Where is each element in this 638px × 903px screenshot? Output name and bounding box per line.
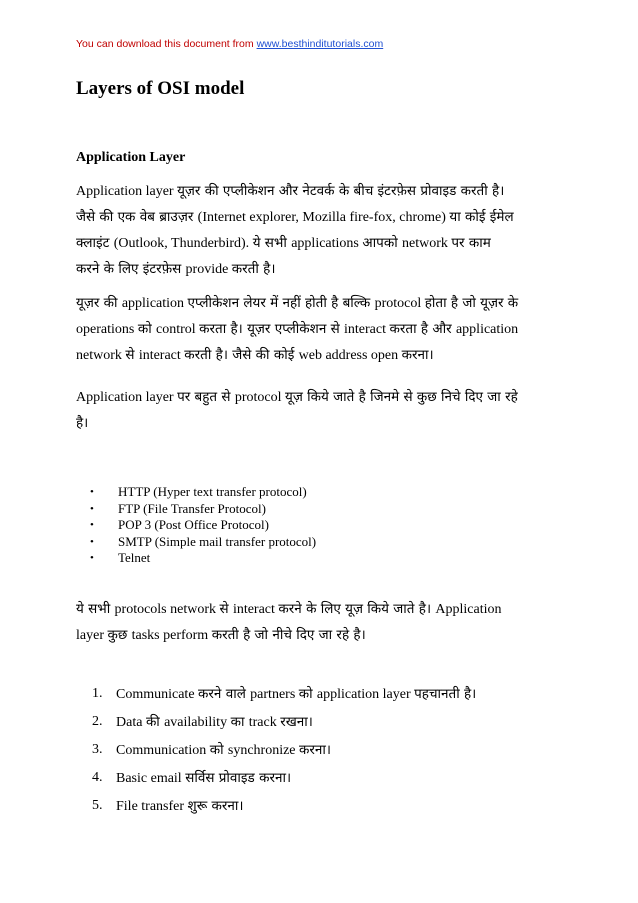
text-run: ये सभी [252,235,292,251]
text-line [76,204,576,230]
text-run: Basic email [116,771,186,786]
bullet-icon: • [90,552,94,565]
text-run: करना। [299,742,332,758]
text-run: करती है जो नीचे दिए जा रहे है। [211,627,366,643]
text-run: करता है और [389,321,456,337]
text-run: सर्विस प्रोवाइड करना। [185,770,292,786]
text-run: interact [232,602,279,617]
text-run: पहचानती है। [414,686,477,702]
text-run: पर बहुत से [177,389,235,405]
text-run: से [219,601,233,617]
text-run: File transfer [116,799,188,814]
text-run: है। [76,415,89,431]
bullet-icon: • [90,535,94,548]
text-run: यूज़र की [76,295,122,311]
text-line [76,342,576,368]
paragraph-protocol-role [76,290,576,368]
text-run: provide [185,262,232,277]
bullet-icon: • [90,502,94,515]
task-number: 5. [92,798,103,813]
text-line [76,290,576,316]
text-run: application [455,322,519,337]
text-line [76,178,576,204]
protocol-list [90,484,316,567]
text-run: एप्लीकेशन लेयर में नहीं होती है बल्कि [187,295,375,311]
text-line [76,316,576,342]
text-run: control [155,322,200,337]
text-line [76,622,576,648]
text-run: protocol [234,390,285,405]
text-run: शुरू करना। [187,798,244,814]
text-run: protocols network [114,602,220,617]
text-run: track [248,715,281,730]
text-run: availability [164,715,231,730]
task-list [92,680,476,820]
task-item [92,680,476,708]
protocol-item [90,484,316,501]
text-line [76,384,576,410]
text-run: network [76,348,126,363]
text-run: क्लाइंट [76,235,114,251]
protocol-item [90,550,316,567]
text-run: applications [291,236,363,251]
text-run: Communicate [116,687,199,702]
text-run: application [121,296,188,311]
text-run: को [209,742,228,758]
text-run: करने वाले [198,686,251,702]
text-run: partners [250,687,299,702]
text-line [76,596,576,622]
text-run: का [230,714,249,730]
task-item [92,764,476,792]
text-run: यूज़र की एप्लीकेशन और नेटवर्क के बीच इंटरफ़ेस प्रोवाइड करती है। [177,183,505,199]
text-run: Application [435,602,502,617]
text-run: interact [138,348,185,363]
paragraph-tasks-intro [76,596,576,648]
text-line [76,410,576,436]
text-run: करती है। जैसे की कोई [184,347,299,363]
protocol-item [90,534,316,551]
protocol-item [90,517,316,534]
paragraph-protocol-list-intro [76,384,576,436]
text-run: layer [76,628,108,643]
text-run: (Outlook, Thunderbird). [113,236,253,251]
protocol-label: HTTP (Hyper text transfer protocol) [118,484,307,499]
text-run: करती है। [231,261,276,277]
task-number: 1. [92,686,103,701]
text-run: tasks perform [131,628,212,643]
text-run: Communication [116,743,210,758]
text-run: होता है जो यूज़र के [424,295,519,311]
text-run: network [402,236,452,251]
protocol-label: SMTP (Simple mail transfer protocol) [118,533,317,549]
text-run: protocol [374,296,425,311]
page-title: Layers of OSI model [76,78,245,99]
task-number: 4. [92,770,103,785]
text-run: application layer [316,687,415,702]
bullet-icon: • [90,519,94,532]
download-note-text: You can download this document from [76,38,257,50]
text-run: आपको [362,235,402,251]
text-run: Application layer [76,184,178,199]
text-run: ये सभी [76,601,115,617]
protocol-label: POP 3 (Post Office Protocol) [118,517,269,533]
text-run: रखना। [280,714,313,730]
text-run: करना। [401,347,434,363]
text-run: interact [344,322,390,337]
text-line [76,230,576,256]
text-run: करता है। यूज़र एप्लीकेशन से [199,321,345,337]
text-run: को [298,686,317,702]
text-run: कुछ [107,627,132,643]
text-run: Application layer [76,390,178,405]
task-item [92,792,476,820]
text-run: को [137,321,156,337]
text-run: पर काम [451,235,491,251]
text-run: की [145,714,165,730]
text-run: से [125,347,139,363]
text-line [76,256,576,282]
text-run: web address open [298,348,402,363]
protocol-item [90,501,316,518]
text-run: (Internet explorer, Mozilla fire-fox, chrome) [197,210,450,225]
text-run: करने के लिए इंटरफ़ेस [76,261,186,277]
section-heading: Application Layer [76,150,186,165]
text-run: synchronize [227,743,300,758]
task-item [92,708,476,736]
bullet-icon: • [90,486,94,498]
task-number: 2. [92,714,103,729]
website-link[interactable]: www.besthinditutorials.com [256,38,384,50]
paragraph-intro [76,178,576,282]
task-item [92,736,476,764]
text-run: operations [76,322,138,337]
text-run: Data [116,715,146,730]
text-run: या कोई ईमेल [449,209,514,225]
text-run: यूज़ किये जाते है जिनमे से कुछ निचे दिए जा रहे [285,389,518,405]
text-run: जैसे की एक वेब ब्राउज़र [76,209,198,225]
download-note [76,38,383,50]
task-number: 3. [92,742,103,757]
protocol-label: FTP (File Transfer Protocol) [118,500,266,516]
protocol-label: Telnet [118,550,151,566]
text-run: करने के लिए यूज़ किये जाते है। [278,601,436,617]
